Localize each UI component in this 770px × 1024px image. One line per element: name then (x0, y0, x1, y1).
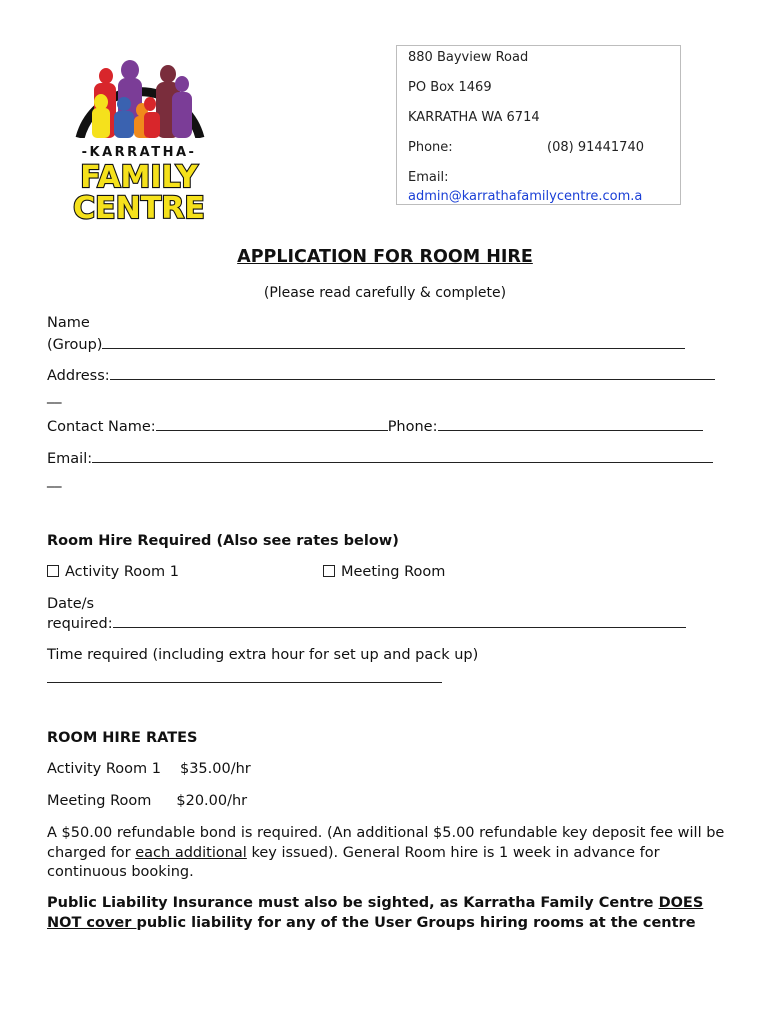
contact-name-label: Contact Name: (47, 419, 156, 435)
rate-activity-room (47, 761, 251, 777)
email-link[interactable]: admin@karrathafamilycentre.com.a (408, 189, 643, 204)
email-wrap-mark: __ (47, 472, 62, 488)
email-label: Email: (408, 170, 449, 185)
address-street: 880 Bayview Road (408, 50, 529, 65)
address-box (396, 45, 681, 205)
meeting-room-label: Meeting Room (341, 564, 446, 580)
rate-price: $35.00/hr (179, 761, 251, 777)
time-input-line[interactable] (47, 670, 442, 683)
meeting-room-option[interactable] (323, 564, 445, 580)
rates-heading: ROOM HIRE RATES (47, 730, 198, 746)
contact-phone-input-line[interactable] (438, 418, 703, 431)
dates-input-line[interactable] (113, 615, 686, 628)
karratha-family-centre-logo (58, 50, 220, 226)
address-input-line[interactable] (110, 367, 715, 380)
each-additional-emphasis: each additional (135, 844, 247, 861)
name-field[interactable] (47, 336, 685, 353)
does-not-cover-emphasis: DOES NOT cover (47, 895, 704, 931)
activity-room-checkbox[interactable] (47, 565, 59, 577)
dates-label-line2: required: (47, 616, 113, 632)
logo-text-karratha: -KARRATHA- (81, 145, 197, 160)
phone-label: Phone: (408, 140, 453, 155)
contact-field[interactable] (47, 418, 703, 435)
page-title: APPLICATION FOR ROOM HIRE (237, 247, 533, 267)
email-input-line[interactable] (92, 450, 713, 463)
activity-room-option[interactable] (47, 564, 179, 580)
logo-text-family: FAMILY (80, 160, 198, 195)
meeting-room-checkbox[interactable] (323, 565, 335, 577)
time-required-label: Time required (including extra hour for set up and pack up) (47, 647, 479, 663)
page-subtitle: (Please read carefully & complete) (263, 285, 507, 301)
insurance-paragraph: Public Liability Insurance must also be sighted, as Karratha Family Centre DOES NOT cover public liability for any of the User Groups hiring rooms at the centre (47, 895, 704, 931)
dates-label-line1: Date/s (47, 596, 95, 612)
name-label-line2: (Group) (47, 337, 103, 353)
name-input-line[interactable] (102, 336, 685, 349)
address-city: KARRATHA WA 6714 (408, 110, 540, 125)
address-field[interactable] (47, 367, 715, 384)
dates-field[interactable] (47, 615, 686, 632)
email-field[interactable] (47, 450, 713, 467)
logo-text-centre: CENTRE (73, 191, 205, 226)
rate-room-name: Activity Room 1 (47, 761, 161, 777)
phone-number: (08) 91441740 (547, 140, 644, 155)
name-label-line1: Name (47, 315, 90, 331)
activity-room-label: Activity Room 1 (65, 564, 179, 580)
address-wrap-mark: __ (47, 388, 62, 404)
rate-room-name: Meeting Room (47, 793, 152, 809)
contact-name-input-line[interactable] (156, 418, 388, 431)
room-hire-heading: Room Hire Required (Also see rates below) (47, 533, 399, 549)
rate-meeting-room (47, 793, 247, 809)
address-label: Address: (47, 368, 110, 384)
address-po-box: PO Box 1469 (408, 80, 492, 95)
bond-paragraph: A $50.00 refundable bond is required. (An additional $5.00 refundable key deposit fee will be charged for each additional key issued). General Room hire is 1 week in advance for continuous booking. (47, 825, 725, 880)
form-email-label: Email: (47, 451, 93, 467)
contact-phone-label: Phone: (387, 419, 438, 435)
rate-price: $20.00/hr (176, 793, 248, 809)
